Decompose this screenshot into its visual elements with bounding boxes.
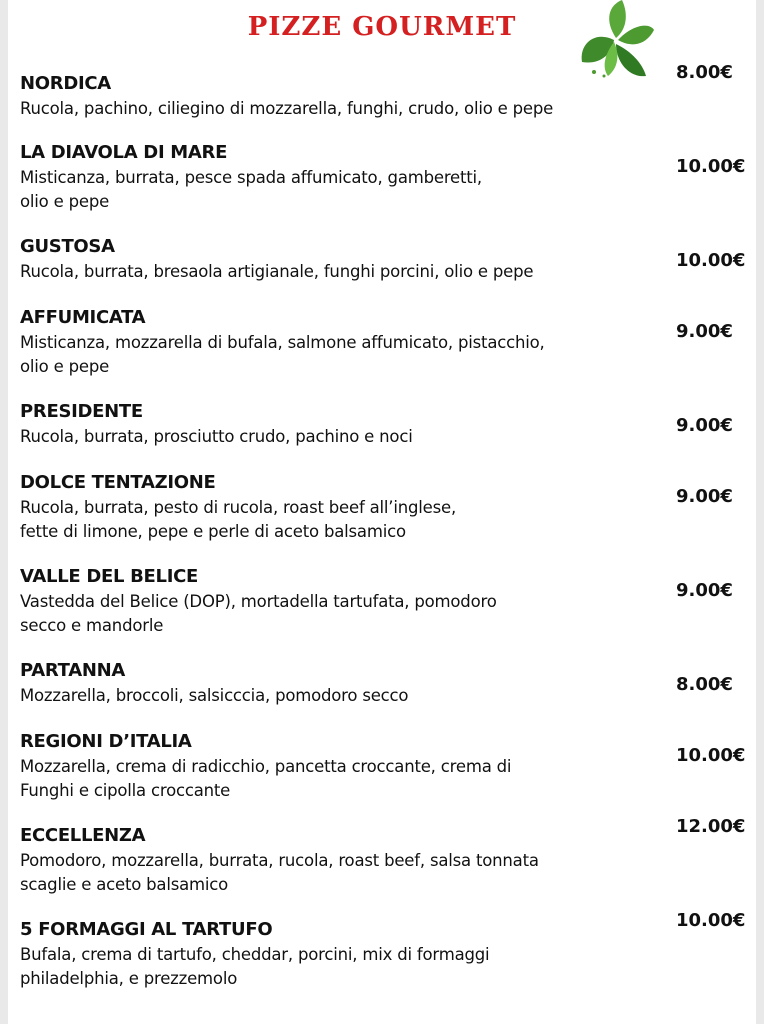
item-name: LA DIAVOLA DI MARE — [20, 142, 228, 163]
item-description: Misticanza, mozzarella di bufala, salmone affumicato, pistacchio, olio e pepe — [20, 333, 545, 376]
item-name: ECCELLENZA — [20, 825, 146, 846]
menu-item — [20, 731, 740, 803]
item-price: 12.00€ — [676, 816, 746, 837]
menu-item — [20, 142, 740, 214]
item-description: Rucola, pachino, ciliegino di mozzarella, funghi, crudo, olio e pepe — [20, 99, 554, 118]
item-description: Mozzarella, broccoli, salsicccia, pomodoro secco — [20, 686, 409, 705]
menu-item — [20, 472, 740, 544]
menu-item — [20, 919, 740, 991]
item-description: Rucola, burrata, pesto di rucola, roast beef all’inglese, fette di limone, pepe e perle di aceto balsamico — [20, 498, 456, 541]
basil-leaves-icon — [574, 0, 658, 80]
item-description: Misticanza, burrata, pesce spada affumicato, gamberetti, olio e pepe — [20, 168, 482, 211]
menu-item — [20, 660, 740, 708]
item-description: Bufala, crema di tartufo, cheddar, porcini, mix di formaggi philadelphia, e prezzemolo — [20, 945, 490, 988]
item-name: VALLE DEL BELICE — [20, 566, 199, 587]
menu-item — [20, 307, 740, 379]
item-price: 10.00€ — [676, 250, 746, 271]
menu-item — [20, 401, 740, 449]
item-name: NORDICA — [20, 73, 111, 94]
item-price: 10.00€ — [676, 156, 746, 177]
item-name: PRESIDENTE — [20, 401, 143, 422]
item-description: Rucola, burrata, prosciutto crudo, pachino e noci — [20, 427, 413, 446]
item-description: Rucola, burrata, bresaola artigianale, funghi porcini, olio e pepe — [20, 262, 534, 281]
item-name: PARTANNA — [20, 660, 125, 681]
item-price: 8.00€ — [676, 674, 733, 695]
item-description: Vastedda del Belice (DOP), mortadella tartufata, pomodoro secco e mandorle — [20, 592, 497, 635]
menu-item — [20, 566, 740, 638]
item-name: 5 FORMAGGI AL TARTUFO — [20, 919, 273, 940]
item-name: DOLCE TENTAZIONE — [20, 472, 216, 493]
item-name: GUSTOSA — [20, 236, 115, 257]
item-name: AFFUMICATA — [20, 307, 146, 328]
item-price: 9.00€ — [676, 321, 733, 342]
menu-title: PIZZE GOURMET — [247, 12, 517, 42]
item-description: Mozzarella, crema di radicchio, pancetta croccante, crema di Funghi e cipolla croccante — [20, 757, 512, 800]
item-price: 8.00€ — [676, 62, 733, 83]
menu-item — [20, 236, 740, 284]
item-price: 10.00€ — [676, 745, 746, 766]
menu-item — [20, 825, 740, 897]
item-description: Pomodoro, mozzarella, burrata, rucola, roast beef, salsa tonnata scaglie e aceto balsamico — [20, 851, 539, 894]
item-price: 9.00€ — [676, 486, 733, 507]
item-name: REGIONI D’ITALIA — [20, 731, 192, 752]
item-price: 9.00€ — [676, 580, 733, 601]
menu-item — [20, 73, 740, 121]
item-price: 9.00€ — [676, 415, 733, 436]
item-price: 10.00€ — [676, 910, 746, 931]
